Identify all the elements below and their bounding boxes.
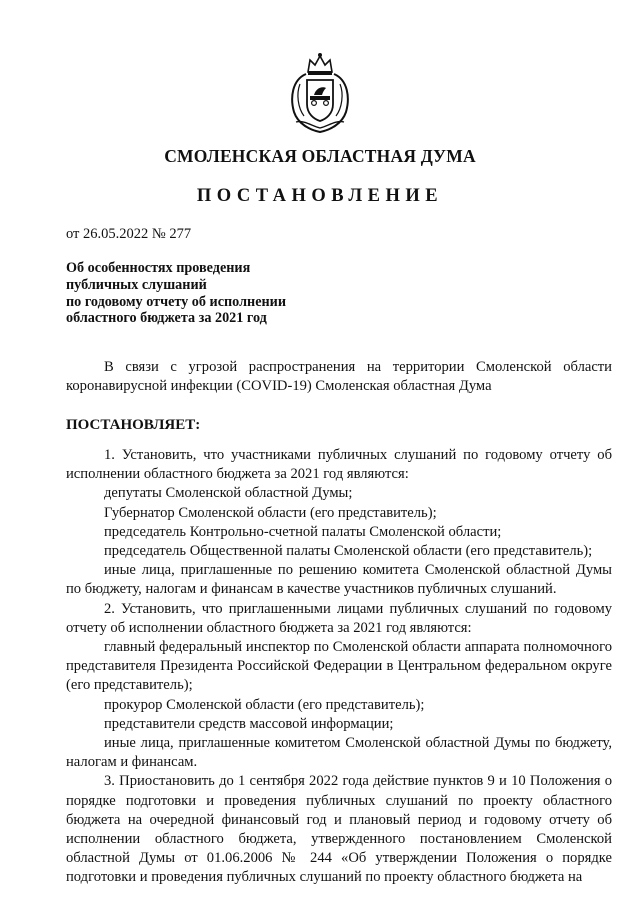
subject-line: Об особенностях проведения (66, 260, 251, 276)
decree-heading: ПОСТАНОВЛЯЕТ: (66, 417, 201, 433)
document-date-number: от 26.05.2022 № 277 (66, 226, 192, 242)
section-1-item: председатель Общественной палаты Смоленской области (его представитель); (104, 543, 593, 560)
section-3-text: 3. Приостановить до 1 сентября 2022 года действие пунктов 9 и 10 Положения о порядке подготовки и проведения публичных слушаний по проекту областного бюджета на очередной финансовый год и плановый период и годовому отчету об исполнении областного бюджета, утвержденного постановлением Смоленской областной Думы от 01.06.2006 № 244 «Об утверждении Положения о порядке подготовки и проведения публичных слушаний по проекту областного бюджета на (66, 773, 612, 886)
organization-title: СМОЛЕНСКАЯ ОБЛАСТНАЯ ДУМА (164, 146, 476, 166)
document-body (66, 446, 612, 888)
section-2-item: прокурор Смоленской области (его представитель); (104, 696, 425, 713)
section-1-item: иные лица, приглашенные по решению комитета Смоленской областной Думы по бюджету, налогам и финансам в качестве участников публичных слушаний. (66, 562, 612, 598)
section-2-intro: 2. Установить, что приглашенными лицами публичных слушаний по годовому отчету об исполнении областного бюджета за 2021 год являются: (66, 600, 612, 636)
section-2-item: представители средств массовой информации; (104, 715, 394, 732)
subject-line: публичных слушаний (66, 276, 207, 293)
section-2-item: главный федеральный инспектор по Смоленской области аппарата полномочного представителя Президента Российской Федерации в Центральном федеральном округе (его представитель); (66, 639, 612, 694)
subject-line: по годовому отчету об исполнении (66, 293, 287, 310)
section-1-item: председатель Контрольно-счетной палаты Смоленской области; (104, 523, 502, 540)
coat-of-arms-icon (286, 50, 354, 134)
section-1-item: Губернатор Смоленской области (его представитель); (104, 504, 437, 521)
document-type-title: ПОСТАНОВЛЕНИЕ (196, 186, 444, 206)
section-2-item: иные лица, приглашенные комитетом Смоленской областной Думы по бюджету, налогам и финансам. (66, 735, 612, 771)
subject-line: областного бюджета за 2021 год (66, 310, 267, 327)
section-1-intro: 1. Установить, что участниками публичных слушаний по годовому отчету об исполнении областного бюджета за 2021 год являются: (66, 447, 612, 483)
document-subject (66, 260, 386, 327)
preamble-paragraph: В связи с угрозой распространения на территории Смоленской области коронавирусной инфекции (COVID-19) Смоленская областная Дума (66, 359, 612, 395)
section-1-item: депутаты Смоленской областной Думы; (104, 485, 353, 502)
